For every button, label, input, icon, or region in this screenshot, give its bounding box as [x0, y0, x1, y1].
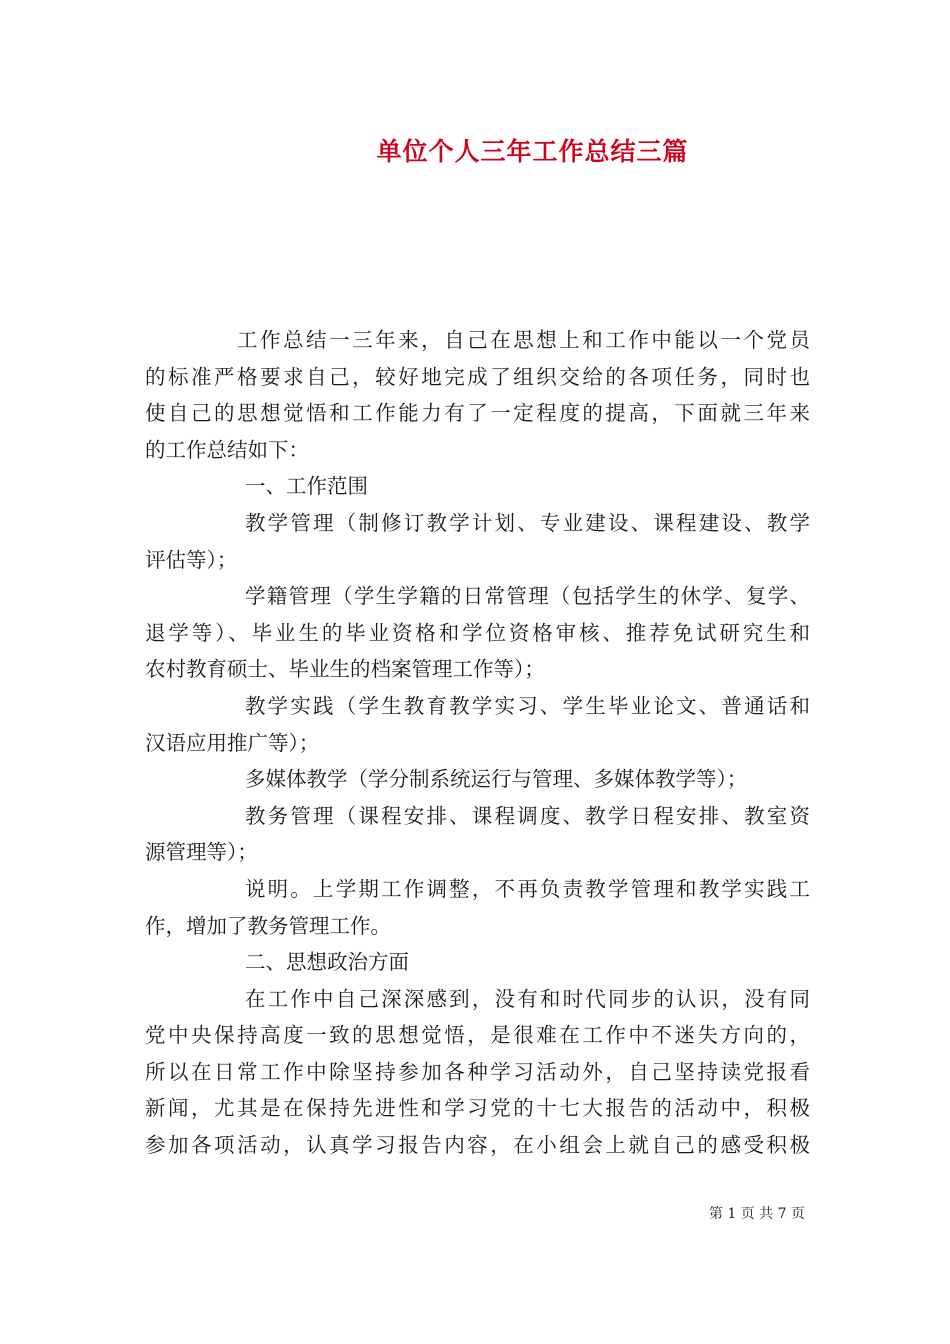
text-line: 在工作中自己深深感到，没有和时代同步的认识，没有同 — [245, 986, 810, 1011]
page-number: 第 1 页 共 7 页 — [708, 1206, 805, 1222]
text-line: 所以在日常工作中除坚持参加各种学习活动外，自己坚持读党报看 — [145, 1059, 810, 1084]
text-line: 学籍管理（学生学籍的日常管理（包括学生的休学、复学、 — [245, 584, 810, 609]
text-line: 多媒体教学（学分制系统运行与管理、多媒体教学等）； — [245, 767, 748, 792]
text-line: 教学管理（制修订教学计划、专业建设、课程建设、教学 — [245, 510, 810, 535]
text-line: 使自己的思想觉悟和工作能力有了一定程度的提高，下面就三年来 — [145, 401, 810, 426]
section-heading: 二、思想政治方面 — [245, 950, 409, 975]
text-line: 源管理等）； — [145, 840, 258, 865]
text-line: 评估等）； — [145, 547, 238, 572]
document-title: 单位个人三年工作总结三篇 — [376, 137, 689, 166]
document-body — [145, 322, 810, 1164]
text-line: 的标准严格要求自己，较好地完成了组织交给的各项任务，同时也 — [145, 364, 810, 389]
text-line: 教务管理（课程安排、课程调度、教学日程安排、教室资 — [245, 803, 810, 828]
text-line: 退学等）、毕业生的毕业资格和学位资格审核、推荐免试研究生和 — [145, 620, 810, 645]
text-line: 新闻，尤其是在保持先进性和学习党的十七大报告的活动中，积极 — [145, 1096, 810, 1121]
section-heading: 一、工作范围 — [245, 474, 368, 499]
text-line: 说明。上学期工作调整，不再负责教学管理和教学实践工 — [245, 876, 810, 901]
text-line: 作，增加了教务管理工作。 — [145, 913, 391, 938]
text-line: 汉语应用推广等）； — [145, 730, 320, 755]
text-line: 教学实践（学生教育教学实习、学生毕业论文、普通话和 — [245, 693, 810, 718]
text-line: 农村教育硕士、毕业生的档案管理工作等）； — [145, 657, 545, 682]
text-line: 参加各项活动，认真学习报告内容，在小组会上就自己的感受积极 — [145, 1133, 810, 1158]
text-line: 党中央保持高度一致的思想觉悟，是很难在工作中不迷失方向的， — [145, 1023, 810, 1048]
text-line: 的工作总结如下： — [145, 437, 309, 462]
text-line: 工作总结一三年来，自己在思想上和工作中能以一个党员 — [237, 328, 810, 352]
